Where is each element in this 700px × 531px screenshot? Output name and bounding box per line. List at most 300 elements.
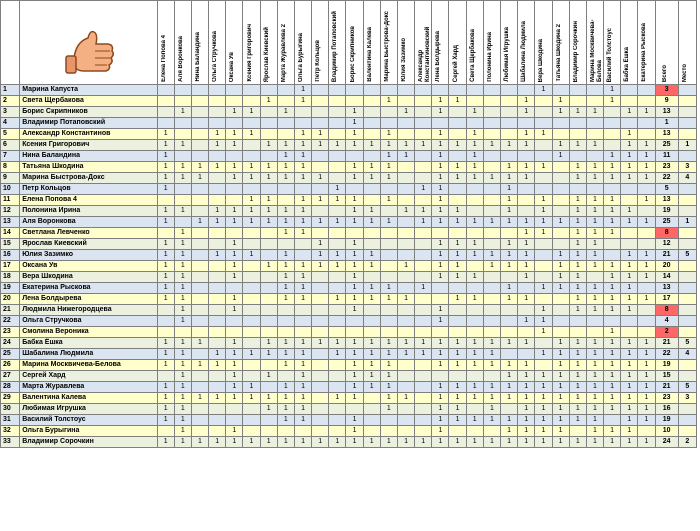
score-cell: 1 [260,393,277,404]
score-cell [621,195,638,206]
score-cell: 1 [243,173,260,184]
score-cell [535,96,552,107]
score-cell: 1 [346,261,363,272]
score-cell [294,327,311,338]
score-cell: 1 [432,195,449,206]
score-cell: 1 [483,437,500,448]
score-cell: 1 [466,294,483,305]
score-cell: 1 [191,173,208,184]
score-cell: 1 [432,184,449,195]
score-cell: 1 [226,107,243,118]
score-cell: 1 [294,294,311,305]
total-cell: 15 [655,371,678,382]
score-cell: 1 [157,217,174,228]
column-header-label: Сергей Хард [452,44,459,82]
score-cell: 1 [294,96,311,107]
score-cell [501,96,518,107]
score-cell: 1 [294,404,311,415]
score-cell: 1 [174,261,191,272]
score-cell [260,316,277,327]
place-cell [678,184,696,195]
score-cell: 1 [621,426,638,437]
score-cell [415,316,432,327]
score-cell [209,294,226,305]
score-cell: 1 [346,206,363,217]
score-cell: 1 [604,294,621,305]
score-cell: 1 [586,338,603,349]
score-cell [329,415,346,426]
score-cell [191,96,208,107]
table-row [1,349,697,360]
score-cell [449,85,466,96]
score-cell [569,316,586,327]
score-cell: 1 [226,162,243,173]
table-row [1,360,697,371]
score-cell: 1 [277,294,294,305]
score-cell: 1 [277,283,294,294]
score-cell: 1 [432,129,449,140]
score-cell: 1 [449,272,466,283]
score-cell [397,96,414,107]
score-cell: 1 [174,404,191,415]
score-cell [277,85,294,96]
score-cell: 1 [518,437,535,448]
score-cell [432,85,449,96]
score-cell [483,371,500,382]
score-cell: 1 [501,283,518,294]
place-cell: 5 [678,338,696,349]
total-cell: 9 [655,96,678,107]
score-cell: 1 [432,162,449,173]
participant-name: Света Щербакова [20,96,157,107]
score-cell: 1 [552,250,569,261]
score-cell: 1 [604,349,621,360]
score-cell [294,239,311,250]
place-cell: 5 [678,382,696,393]
total-cell: 2 [655,327,678,338]
score-cell [346,85,363,96]
score-cell [243,151,260,162]
score-cell: 1 [432,151,449,162]
score-cell: 1 [535,327,552,338]
score-cell: 1 [569,250,586,261]
score-cell: 1 [535,415,552,426]
score-cell [449,327,466,338]
score-cell [260,151,277,162]
row-number: 25 [1,349,20,360]
score-cell: 1 [329,140,346,151]
score-cell: 1 [638,151,655,162]
score-cell [621,118,638,129]
score-cell [586,85,603,96]
score-cell [294,316,311,327]
score-cell [243,228,260,239]
score-cell [243,272,260,283]
score-cell: 1 [363,173,380,184]
score-cell [209,272,226,283]
participant-name: Ярослав Киевский [20,239,157,250]
score-cell: 1 [363,382,380,393]
score-cell [243,404,260,415]
score-cell: 1 [397,151,414,162]
score-cell: 1 [380,129,397,140]
score-cell [277,316,294,327]
column-header-label: Владимир Сорочкин [572,20,579,82]
score-cell [483,118,500,129]
score-cell: 1 [415,338,432,349]
score-cell [329,404,346,415]
score-cell: 1 [466,338,483,349]
score-cell [191,382,208,393]
score-cell [638,305,655,316]
score-cell: 1 [604,151,621,162]
score-cell [380,272,397,283]
score-cell: 1 [312,338,329,349]
score-cell [415,360,432,371]
score-cell: 1 [604,393,621,404]
score-cell [157,327,174,338]
score-cell: 1 [552,107,569,118]
row-number: 33 [1,437,20,448]
score-cell: 1 [432,206,449,217]
score-cell [552,195,569,206]
score-cell [466,184,483,195]
score-cell [586,151,603,162]
place-cell [678,371,696,382]
participant-name: Нина Баландина [20,151,157,162]
score-cell [518,195,535,206]
score-cell: 1 [535,426,552,437]
score-cell: 1 [226,239,243,250]
score-cell [535,250,552,261]
total-cell: 11 [655,151,678,162]
score-cell [294,250,311,261]
score-cell [466,85,483,96]
score-cell [157,371,174,382]
score-cell: 1 [432,316,449,327]
score-cell: 1 [174,360,191,371]
score-cell: 1 [518,140,535,151]
score-cell: 1 [449,206,466,217]
participant-name: Людмила Нижегородцева [20,305,157,316]
score-cell [209,96,226,107]
score-cell [569,96,586,107]
score-cell: 1 [243,195,260,206]
score-cell [157,426,174,437]
score-cell: 1 [277,261,294,272]
score-cell: 1 [277,162,294,173]
row-number: 6 [1,140,20,151]
score-cell [380,206,397,217]
score-cell [415,426,432,437]
place-cell [678,107,696,118]
score-cell: 1 [260,162,277,173]
score-cell [586,316,603,327]
score-cell [483,426,500,437]
score-cell [209,426,226,437]
score-cell [638,426,655,437]
score-cell [569,184,586,195]
score-cell [209,184,226,195]
score-cell [363,129,380,140]
score-cell: 1 [449,239,466,250]
total-cell: 13 [655,107,678,118]
total-cell: 14 [655,272,678,283]
score-cell [174,151,191,162]
score-cell [191,415,208,426]
score-cell: 1 [174,250,191,261]
score-cell [586,272,603,283]
score-cell: 1 [432,360,449,371]
participant-name: Валентина Калева [20,393,157,404]
score-cell: 1 [552,151,569,162]
score-cell: 1 [157,206,174,217]
score-cell [329,239,346,250]
score-cell: 1 [277,349,294,360]
score-cell [466,118,483,129]
score-cell [191,151,208,162]
score-cell: 1 [552,371,569,382]
score-cell: 1 [466,393,483,404]
score-cell: 1 [621,371,638,382]
score-cell [380,107,397,118]
score-cell [380,305,397,316]
column-header-label: Ярослав Киевский [263,26,270,82]
row-number: 11 [1,195,20,206]
score-cell [174,96,191,107]
score-cell: 1 [243,382,260,393]
score-cell: 1 [294,228,311,239]
score-cell: 1 [329,261,346,272]
score-cell [466,261,483,272]
score-cell: 1 [501,195,518,206]
score-cell: 1 [346,426,363,437]
score-cell: 1 [638,140,655,151]
score-cell: 1 [226,360,243,371]
score-cell: 1 [174,162,191,173]
score-cell [243,305,260,316]
score-cell [209,239,226,250]
score-cell: 1 [191,437,208,448]
score-cell: 1 [449,338,466,349]
score-cell: 1 [621,437,638,448]
score-cell: 1 [638,371,655,382]
score-cell [638,118,655,129]
score-cell: 1 [466,437,483,448]
score-cell [535,294,552,305]
score-cell [363,404,380,415]
score-cell: 1 [363,206,380,217]
column-header-label: Василий Толстоус [607,27,614,82]
score-cell: 1 [380,195,397,206]
score-cell [346,404,363,415]
score-cell: 1 [621,162,638,173]
place-cell: 4 [678,349,696,360]
score-cell [209,118,226,129]
score-cell: 1 [501,437,518,448]
score-cell: 1 [535,437,552,448]
score-cell: 1 [518,382,535,393]
score-cell [329,283,346,294]
table-row [1,228,697,239]
score-cell: 1 [191,393,208,404]
score-cell: 1 [586,404,603,415]
score-cell: 1 [415,206,432,217]
score-cell [329,107,346,118]
score-cell: 1 [346,129,363,140]
score-cell: 1 [174,426,191,437]
score-cell [312,107,329,118]
score-cell [191,327,208,338]
score-cell: 1 [535,85,552,96]
score-cell [260,426,277,437]
score-cell: 1 [157,272,174,283]
score-cell: 1 [346,283,363,294]
score-cell [466,404,483,415]
score-cell: 1 [621,217,638,228]
place-cell [678,294,696,305]
score-cell: 1 [209,349,226,360]
table-row [1,283,697,294]
score-cell [415,415,432,426]
score-cell: 1 [294,382,311,393]
score-cell [209,283,226,294]
score-cell: 1 [415,217,432,228]
score-cell: 1 [346,305,363,316]
score-cell [312,96,329,107]
score-cell [501,349,518,360]
score-cell [604,107,621,118]
score-cell [209,107,226,118]
score-cell [638,316,655,327]
score-cell [483,239,500,250]
total-header-label: Всего [661,64,668,82]
score-cell: 1 [191,217,208,228]
score-cell [483,129,500,140]
score-cell [363,415,380,426]
column-header [191,1,208,85]
score-cell [621,239,638,250]
score-cell: 1 [518,107,535,118]
score-cell: 1 [243,206,260,217]
score-cell [397,118,414,129]
place-cell [678,129,696,140]
score-cell [191,250,208,261]
score-cell [621,327,638,338]
score-cell: 1 [380,393,397,404]
total-cell: 24 [655,437,678,448]
score-cell: 1 [552,261,569,272]
score-cell: 1 [432,173,449,184]
score-cell [466,206,483,217]
score-cell [415,228,432,239]
score-cell: 1 [294,173,311,184]
score-cell: 1 [157,173,174,184]
score-cell [191,349,208,360]
score-cell: 1 [501,173,518,184]
score-cell: 1 [466,107,483,118]
score-cell [604,415,621,426]
score-cell [191,129,208,140]
score-cell [638,85,655,96]
score-cell: 1 [260,338,277,349]
participant-name: Ольга Бурыгина [20,426,157,437]
score-cell: 1 [226,206,243,217]
score-cell: 1 [294,140,311,151]
score-cell [518,184,535,195]
score-cell [226,151,243,162]
score-cell [483,96,500,107]
score-cell: 1 [604,426,621,437]
total-cell: 22 [655,173,678,184]
score-cell [329,118,346,129]
score-cell: 1 [501,382,518,393]
score-cell [501,316,518,327]
score-cell [191,371,208,382]
score-cell: 1 [604,228,621,239]
score-cell: 1 [346,195,363,206]
score-cell [260,382,277,393]
score-cell [535,239,552,250]
score-cell [397,404,414,415]
score-cell: 1 [449,349,466,360]
score-cell [174,327,191,338]
score-cell: 1 [432,272,449,283]
score-cell: 1 [294,162,311,173]
score-cell [329,272,346,283]
score-cell [604,129,621,140]
score-cell [346,327,363,338]
score-cell [380,316,397,327]
score-cell [312,85,329,96]
table-row [1,85,697,96]
score-cell [449,316,466,327]
score-cell: 1 [157,261,174,272]
score-cell [586,118,603,129]
score-cell: 1 [157,239,174,250]
row-number: 27 [1,371,20,382]
total-cell: 16 [655,404,678,415]
score-cell [569,151,586,162]
score-cell: 1 [157,184,174,195]
score-cell: 1 [243,217,260,228]
score-cell: 1 [586,349,603,360]
score-cell [415,327,432,338]
score-cell [483,327,500,338]
score-cell: 1 [621,305,638,316]
row-number: 30 [1,404,20,415]
participant-name: Владимир Сорочкин [20,437,157,448]
score-cell: 1 [518,272,535,283]
score-cell: 1 [518,129,535,140]
score-cell: 1 [483,140,500,151]
score-cell: 1 [518,360,535,371]
score-cell [312,228,329,239]
score-cell: 1 [363,283,380,294]
score-cell: 1 [397,140,414,151]
score-cell: 1 [518,294,535,305]
score-cell: 1 [277,217,294,228]
score-cell: 1 [329,437,346,448]
column-header [432,1,449,85]
score-cell [312,316,329,327]
score-cell [415,382,432,393]
participant-name: Марина Капуста [20,85,157,96]
participant-name: Владимир Потаповский [20,118,157,129]
place-cell [678,261,696,272]
score-cell: 1 [535,206,552,217]
row-number: 5 [1,129,20,140]
